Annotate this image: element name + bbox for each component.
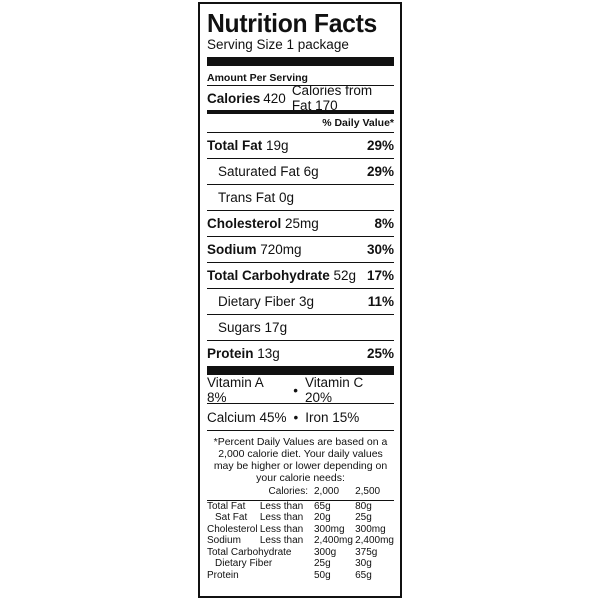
table-row-name: Dietary Fiber bbox=[215, 558, 273, 569]
table-row-a: 20g bbox=[314, 512, 331, 523]
table-row-cond: Less than bbox=[259, 535, 304, 546]
nutrient-amount: 0g bbox=[279, 190, 295, 205]
nutrient-label: Total Carbohydrate bbox=[207, 268, 330, 283]
iron: Iron 15% bbox=[305, 409, 360, 425]
nutrient-amount: 720mg bbox=[260, 242, 302, 257]
nutrient-row-protein bbox=[207, 340, 394, 366]
footnote: *Percent Daily Values are based on a 2,000 calorie diet. Your daily values may be higher or lower depending on your calorie needs: bbox=[207, 430, 394, 486]
table-row-b: 300mg bbox=[355, 523, 386, 535]
table-header-calories: Calories: bbox=[268, 486, 308, 497]
table-row-a: 300mg bbox=[314, 523, 345, 535]
calcium: Calcium 45% bbox=[207, 409, 287, 425]
thick-divider bbox=[207, 366, 394, 375]
table-row bbox=[207, 535, 394, 547]
vitamin-a: Vitamin A 8% bbox=[207, 375, 264, 405]
vitamin-c: Vitamin C 20% bbox=[305, 375, 364, 405]
nutrient-row-total-fat bbox=[207, 132, 394, 158]
table-row-name: Sodium bbox=[207, 535, 241, 546]
serving-size: Serving Size 1 package bbox=[207, 37, 349, 52]
nutrient-row-saturated-fat bbox=[207, 158, 394, 184]
calories-value: 420 bbox=[263, 90, 286, 106]
table-row-a: 50g bbox=[314, 569, 331, 581]
vitamins-row-1 bbox=[207, 377, 394, 403]
label-title: Nutrition Facts bbox=[207, 8, 378, 38]
table-row-name: Sat Fat bbox=[215, 512, 248, 523]
table-row bbox=[207, 512, 394, 524]
nutrient-amount: 13g bbox=[257, 346, 280, 361]
table-row-a: 300g bbox=[314, 546, 337, 558]
daily-value-header: % Daily Value* bbox=[207, 110, 394, 132]
table-row bbox=[207, 570, 394, 582]
table-row-a: 65g bbox=[314, 500, 355, 512]
calories-from-fat: Calories from Fat 170 bbox=[291, 83, 373, 113]
bullet-separator: • bbox=[293, 382, 298, 398]
table-row-b: 2,400mg bbox=[355, 535, 394, 546]
nutrient-dv: 29% bbox=[366, 138, 394, 153]
nutrient-label: Sodium bbox=[207, 242, 257, 257]
nutrient-row-sodium bbox=[207, 236, 394, 262]
table-row-name: Cholesterol bbox=[207, 523, 258, 535]
nutrient-label: Trans Fat bbox=[218, 190, 276, 205]
nutrient-row-total-carbohydrate bbox=[207, 262, 394, 288]
nutrient-dv: 8% bbox=[374, 216, 394, 231]
nutrient-row-sugars bbox=[207, 314, 394, 340]
table-row-name: Total Carbohydrate bbox=[207, 546, 292, 558]
table-row-cond: Less than bbox=[259, 512, 304, 523]
table-row-cond: Less than bbox=[260, 500, 314, 512]
nutrient-amount: 17g bbox=[264, 320, 288, 335]
table-row-name: Total Fat bbox=[207, 500, 260, 512]
nutrient-dv: 30% bbox=[366, 242, 394, 257]
nutrient-label: Protein bbox=[207, 346, 254, 361]
nutrient-label: Dietary Fiber bbox=[218, 294, 296, 309]
table-row-b: 65g bbox=[355, 569, 372, 581]
nutrient-amount: 6g bbox=[303, 164, 319, 179]
nutrient-dv: 11% bbox=[367, 294, 394, 309]
nutrient-label: Saturated Fat bbox=[218, 164, 300, 179]
table-header-row bbox=[207, 486, 394, 500]
calories-label: Calories bbox=[207, 90, 261, 106]
nutrient-label: Sugars bbox=[218, 320, 261, 335]
nutrient-dv: 17% bbox=[366, 268, 394, 283]
vitamins-row-2 bbox=[207, 403, 394, 430]
table-row bbox=[207, 558, 394, 570]
table-row-a: 25g bbox=[314, 558, 331, 569]
thick-divider bbox=[207, 57, 394, 66]
bullet-separator: • bbox=[293, 409, 299, 425]
table-header-2500: 2,500 bbox=[355, 486, 381, 497]
table-row-name: Protein bbox=[207, 569, 239, 581]
nutrient-amount: 52g bbox=[333, 268, 357, 283]
nutrient-dv: 29% bbox=[366, 164, 394, 179]
nutrient-label: Total Fat bbox=[207, 138, 263, 153]
calories-row bbox=[207, 83, 394, 113]
table-header-2000: 2,000 bbox=[314, 486, 340, 497]
table-row-b: 375g bbox=[355, 546, 378, 558]
table-row-b: 25g bbox=[355, 512, 372, 523]
table-row-cond: Less than bbox=[259, 523, 304, 535]
table-row-b: 80g bbox=[355, 500, 394, 512]
daily-values-table bbox=[207, 486, 394, 581]
nutrient-amount: 19g bbox=[266, 138, 289, 153]
nutrient-label: Cholesterol bbox=[207, 216, 282, 231]
table-row bbox=[207, 547, 394, 559]
nutrient-dv: 25% bbox=[366, 346, 394, 361]
table-row-b: 30g bbox=[355, 558, 372, 569]
nutrient-amount: 3g bbox=[299, 294, 315, 309]
table-row bbox=[207, 524, 394, 536]
amount-per-serving: Amount Per Serving bbox=[207, 72, 308, 84]
nutrient-row-dietary-fiber bbox=[207, 288, 394, 314]
nutrient-amount: 25mg bbox=[285, 216, 319, 231]
table-row-a: 2,400mg bbox=[314, 535, 353, 546]
nutrient-row-trans-fat bbox=[207, 184, 394, 210]
nutrition-facts-label bbox=[198, 2, 402, 598]
table-row bbox=[207, 500, 394, 512]
nutrient-row-cholesterol bbox=[207, 210, 394, 236]
